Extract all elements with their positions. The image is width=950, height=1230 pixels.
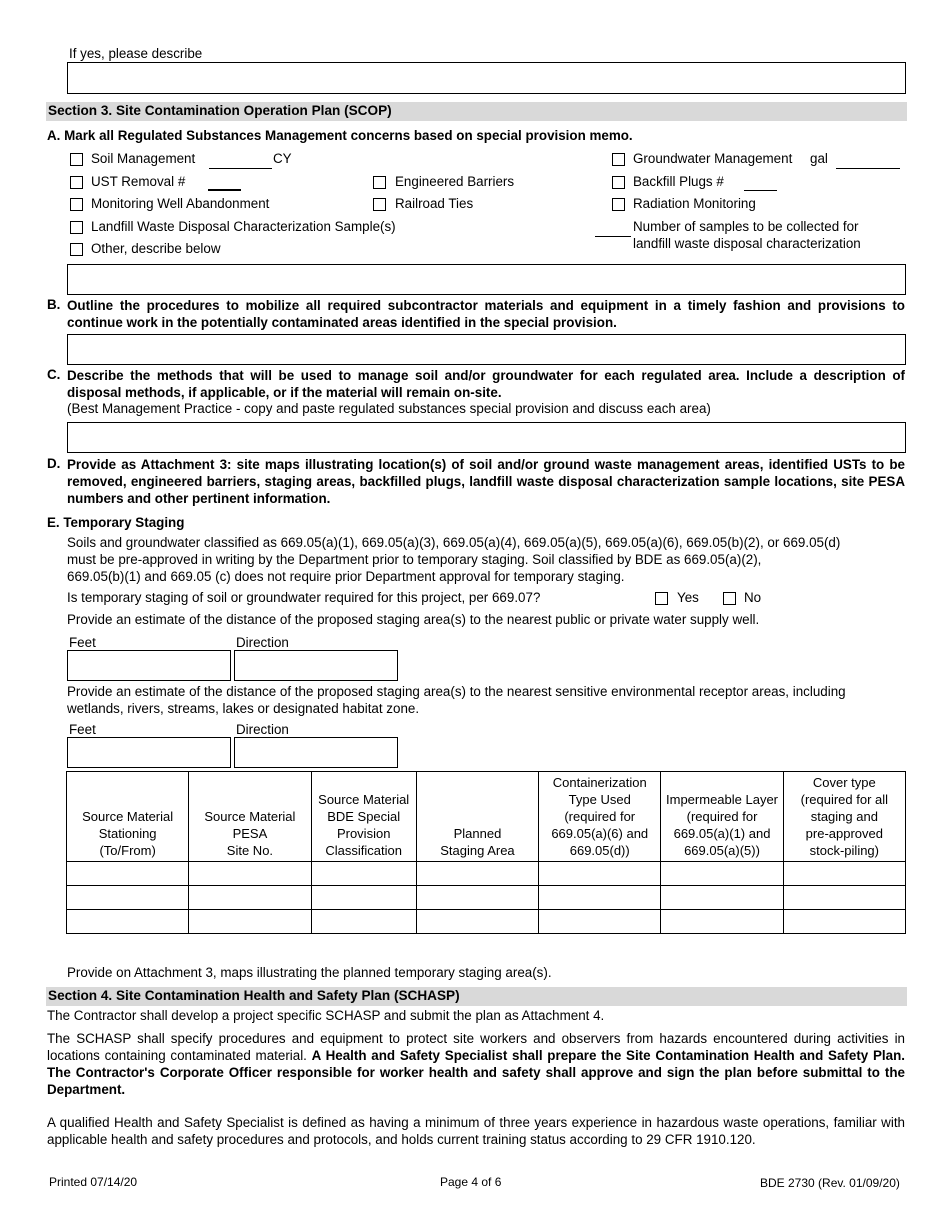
section4-paragraph3: A qualified Health and Safety Specialist is defined as having a minimum of three years experience in hazardous waste operations, familiar with applicable health and safety procedures and protocols, and holds current training status according to 29 CFR 1910.120. [47, 1115, 905, 1147]
section-c-field[interactable] [67, 422, 906, 453]
header-impermeable-layer: Impermeable Layer (required for 669.05(a)(1) and 669.05(a)(5)) [661, 772, 783, 862]
header-cover-type: Cover type (required for all staging and pre-approved stock-piling) [783, 772, 905, 862]
water-feet-field[interactable] [67, 650, 231, 681]
table-cell[interactable] [661, 886, 783, 910]
table-cell[interactable] [416, 910, 538, 934]
sensitive-direction-field[interactable] [234, 737, 398, 768]
gal-unit-label: gal [810, 151, 828, 166]
section-e-paragraph-line3: 669.05(b)(1) and 669.05 (c) does not require prior Department approval for temporary staging. [67, 569, 625, 584]
section-e-paragraph-line1: Soils and groundwater classified as 669.05(a)(1), 669.05(a)(3), 669.05(a)(4), 669.05(a)(5), 669.05(a)(6), 669.05(b)(2), or 669.05(d) [67, 535, 841, 550]
staging-no-label: No [744, 590, 762, 605]
sample-count-input[interactable] [595, 236, 631, 237]
table-row [67, 862, 906, 886]
landfill-waste-label: Landfill Waste Disposal Characterization Sample(s) [91, 219, 396, 234]
samples-label-line2: landfill waste disposal characterization [633, 236, 861, 251]
table-cell[interactable] [661, 910, 783, 934]
footer-printed-date: Printed 07/14/20 [49, 1175, 138, 1189]
sensitive-feet-field[interactable] [67, 737, 231, 768]
table-cell[interactable] [539, 886, 661, 910]
section4-header [46, 987, 907, 1006]
table-cell[interactable] [539, 862, 661, 886]
water-direction-field[interactable] [234, 650, 398, 681]
ust-removal-label: UST Removal # [91, 174, 186, 189]
header-staging-area: Planned Staging Area [416, 772, 538, 862]
water-feet-label: Feet [69, 635, 96, 650]
samples-label-line1: Number of samples to be collected for [633, 219, 859, 234]
table-cell[interactable] [416, 862, 538, 886]
section-c-text: Describe the methods that will be used to manage soil and/or groundwater for each regulated area. Include a description of disposal methods, if applicable, or if the material will remain on-site. [67, 368, 905, 400]
monitoring-well-label: Monitoring Well Abandonment [91, 196, 270, 211]
sensitive-text-line2: wetlands, rivers, streams, lakes or designated habitat zone. [67, 701, 420, 716]
table-cell[interactable] [311, 886, 416, 910]
engineered-barriers-checkbox[interactable] [373, 176, 386, 189]
table-cell[interactable] [67, 862, 189, 886]
soil-management-checkbox[interactable] [70, 153, 83, 166]
backfill-plugs-checkbox[interactable] [612, 176, 625, 189]
table-cell[interactable] [189, 886, 311, 910]
water-direction-label: Direction [236, 635, 289, 650]
table-cell[interactable] [67, 886, 189, 910]
groundwater-gal-input[interactable] [836, 168, 900, 169]
table-cell[interactable] [189, 862, 311, 886]
staging-question: Is temporary staging of soil or groundwater required for this project, per 669.07? [67, 590, 541, 605]
footer-page-number: Page 4 of 6 [440, 1175, 502, 1189]
section4-paragraph2 [47, 1030, 905, 1098]
attachment3-note: Provide on Attachment 3, maps illustrating the planned temporary staging area(s). [67, 965, 552, 980]
sensitive-text-line1: Provide an estimate of the distance of the proposed staging area(s) to the nearest sensitive environmental receptor areas, including [67, 684, 846, 699]
staging-yes-label: Yes [677, 590, 699, 605]
table-cell[interactable] [539, 910, 661, 934]
if-yes-description-field[interactable] [67, 62, 906, 94]
table-cell[interactable] [311, 910, 416, 934]
table-row [67, 886, 906, 910]
table-cell[interactable] [416, 886, 538, 910]
sensitive-feet-label: Feet [69, 722, 96, 737]
section-e-paragraph-line2: must be pre-approved in writing by the Department prior to temporary staging. Soil classified by BDE as 669.05(a)(2), [67, 552, 762, 567]
header-pesa: Source Material PESA Site No. [189, 772, 311, 862]
table-cell[interactable] [189, 910, 311, 934]
staging-table-header-row [67, 772, 906, 862]
other-checkbox[interactable] [70, 243, 83, 256]
ust-count-input[interactable] [208, 189, 241, 191]
landfill-waste-checkbox[interactable] [70, 221, 83, 234]
radiation-monitoring-label: Radiation Monitoring [633, 196, 756, 211]
section-d-text: Provide as Attachment 3: site maps illustrating location(s) of soil and/or ground waste management areas, identified USTs to be removed, engineered barriers, staging areas, backfilled plugs, landfill waste disposal characterization sample locations, site PESA numbers and other pertinent information. [67, 457, 905, 506]
if-yes-label: If yes, please describe [69, 46, 203, 61]
table-cell[interactable] [783, 886, 905, 910]
monitoring-well-checkbox[interactable] [70, 198, 83, 211]
table-cell[interactable] [311, 862, 416, 886]
section4-paragraph2-bold: A Health and Safety Specialist shall prepare the Site Contamination Health and Safety Plan. The Contractor's Corporate Officer responsible for worker health and safety shall approve and sign the plan before submittal to the Department. [47, 1048, 905, 1097]
other-label: Other, describe below [91, 241, 221, 256]
staging-table [66, 771, 906, 934]
table-cell[interactable] [67, 910, 189, 934]
backfill-plugs-label: Backfill Plugs # [633, 174, 724, 189]
table-cell[interactable] [661, 862, 783, 886]
groundwater-management-label: Groundwater Management [633, 151, 793, 166]
railroad-ties-checkbox[interactable] [373, 198, 386, 211]
ust-removal-checkbox[interactable] [70, 176, 83, 189]
section4-paragraph2-text: The SCHASP shall specify procedures and equipment to protect site workers and observers from hazards encountered during activities in locations containing contaminated material. [47, 1031, 905, 1063]
header-containerization: Containerization Type Used (required for 669.05(a)(6) and 669.05(d)) [539, 772, 661, 862]
header-classification: Source Material BDE Special Provision Classification [311, 772, 416, 862]
section-c-subtext: (Best Management Practice - copy and paste regulated substances special provision and discuss each area) [67, 401, 711, 416]
section-c-label: C. [47, 367, 61, 382]
section4-paragraph1: The Contractor shall develop a project specific SCHASP and submit the plan as Attachment 4. [47, 1008, 605, 1023]
section-d-label: D. [47, 456, 61, 471]
sensitive-direction-label: Direction [236, 722, 289, 737]
radiation-monitoring-checkbox[interactable] [612, 198, 625, 211]
section-b-text: Outline the procedures to mobilize all required subcontractor materials and equipment in a timely fashion and provisions to continue work in the potentially contaminated areas identified in the special provision. [67, 298, 905, 330]
section3-title: Section 3. Site Contamination Operation Plan (SCOP) [48, 103, 392, 118]
section-a-heading: A. Mark all Regulated Substances Management concerns based on special provision memo. [47, 128, 633, 143]
soil-management-label: Soil Management [91, 151, 196, 166]
railroad-ties-label: Railroad Ties [395, 196, 474, 211]
groundwater-management-checkbox[interactable] [612, 153, 625, 166]
section-b-label: B. [47, 297, 61, 312]
table-row [67, 910, 906, 934]
other-description-field[interactable] [67, 264, 906, 295]
engineered-barriers-label: Engineered Barriers [395, 174, 515, 189]
section3-header [46, 102, 907, 121]
soil-cy-input[interactable] [209, 168, 272, 169]
table-cell[interactable] [783, 910, 905, 934]
section-b-field[interactable] [67, 334, 906, 365]
section-e-heading: E. Temporary Staging [47, 515, 185, 530]
section4-title: Section 4. Site Contamination Health and Safety Plan (SCHASP) [48, 988, 460, 1003]
table-cell[interactable] [783, 862, 905, 886]
footer-form-number: BDE 2730 (Rev. 01/09/20) [760, 1176, 900, 1190]
staging-no-checkbox[interactable] [723, 592, 736, 605]
staging-yes-checkbox[interactable] [655, 592, 668, 605]
backfill-plugs-count-input[interactable] [744, 190, 777, 191]
cy-unit-label: CY [273, 151, 292, 166]
water-supply-text: Provide an estimate of the distance of the proposed staging area(s) to the nearest public or private water supply well. [67, 612, 760, 627]
header-stationing: Source Material Stationing (To/From) [67, 772, 189, 862]
